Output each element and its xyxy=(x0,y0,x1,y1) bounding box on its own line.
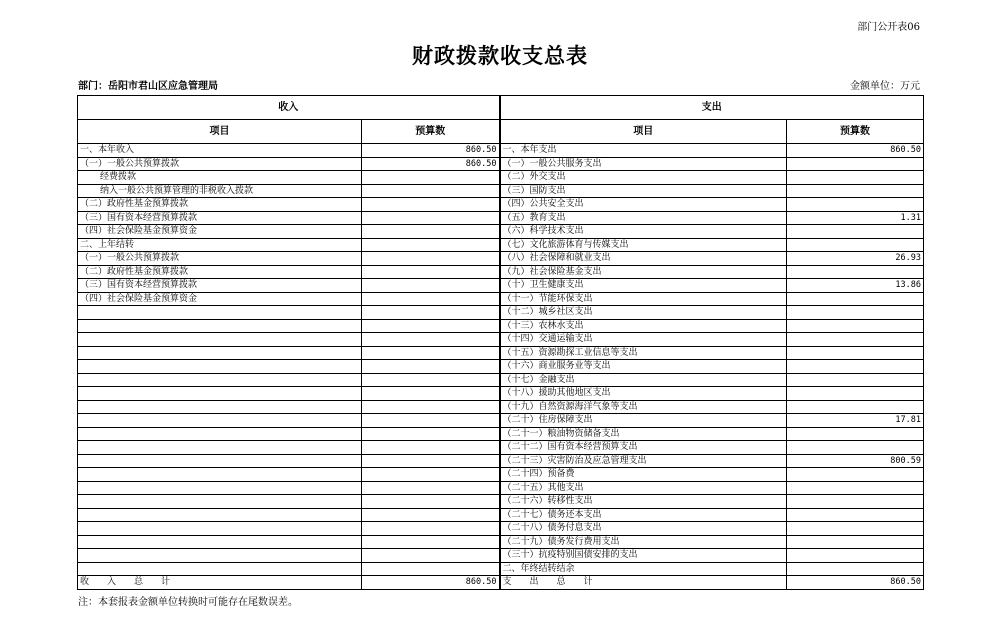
income-item-header: 项目 xyxy=(78,120,362,144)
expense-budget-cell xyxy=(787,360,924,374)
expense-budget-cell xyxy=(787,157,924,171)
income-item-cell: 经费拨款 xyxy=(78,171,362,185)
expense-item-cell: （十）卫生健康支出 xyxy=(500,279,787,293)
expense-total-value: 860.50 xyxy=(787,576,924,590)
expense-budget-cell xyxy=(787,387,924,401)
expense-item-cell: （十三）农林水支出 xyxy=(500,319,787,333)
income-budget-cell xyxy=(362,333,500,347)
income-item-cell: 一、本年收入 xyxy=(78,144,362,158)
income-item-cell xyxy=(78,306,362,320)
income-budget-cell xyxy=(362,238,500,252)
table-header-columns xyxy=(78,120,924,144)
income-item-cell xyxy=(78,427,362,441)
expense-item-cell: （十二）城乡社区支出 xyxy=(500,306,787,320)
income-budget-cell xyxy=(362,441,500,455)
expense-budget-cell xyxy=(787,468,924,482)
expense-budget-cell xyxy=(787,373,924,387)
income-item-cell xyxy=(78,522,362,536)
income-item-cell xyxy=(78,481,362,495)
expense-header: 支出 xyxy=(500,96,924,120)
income-budget-cell xyxy=(362,279,500,293)
income-item-cell: （一）一般公共预算拨款 xyxy=(78,157,362,171)
income-budget-cell xyxy=(362,171,500,185)
table-row xyxy=(78,306,924,320)
income-item-cell xyxy=(78,333,362,347)
income-item-cell xyxy=(78,508,362,522)
expense-budget-cell: 17.81 xyxy=(787,414,924,428)
income-item-cell: （四）社会保险基金预算资金 xyxy=(78,225,362,239)
expense-budget-cell xyxy=(787,198,924,212)
table-row xyxy=(78,198,924,212)
expense-item-cell: 一、本年支出 xyxy=(500,144,787,158)
table-row xyxy=(78,400,924,414)
expense-item-cell: （四）公共安全支出 xyxy=(500,198,787,212)
income-item-cell xyxy=(78,319,362,333)
income-item-cell xyxy=(78,535,362,549)
expense-item-cell: （十一）节能环保支出 xyxy=(500,292,787,306)
income-budget-cell xyxy=(362,252,500,266)
expense-item-cell: （十五）资源勘探工业信息等支出 xyxy=(500,346,787,360)
expense-item-cell: （二十三）灾害防治及应急管理支出 xyxy=(500,454,787,468)
income-budget-cell xyxy=(362,225,500,239)
table-row xyxy=(78,373,924,387)
expense-item-cell: （十四）交通运输支出 xyxy=(500,333,787,347)
expense-budget-cell xyxy=(787,238,924,252)
income-budget-cell xyxy=(362,427,500,441)
expense-item-cell: （二十一）粮油物资储备支出 xyxy=(500,427,787,441)
table-row xyxy=(78,292,924,306)
expense-item-cell: （三十）抗疫特别国债安排的支出 xyxy=(500,549,787,563)
income-item-cell: （四）社会保险基金预算资金 xyxy=(78,292,362,306)
expense-budget-cell xyxy=(787,184,924,198)
expense-item-cell: （九）社会保险基金支出 xyxy=(500,265,787,279)
expense-item-cell: （二十五）其他支出 xyxy=(500,481,787,495)
income-budget-cell xyxy=(362,198,500,212)
income-budget-header: 预算数 xyxy=(362,120,500,144)
table-row xyxy=(78,252,924,266)
income-budget-cell xyxy=(362,400,500,414)
table-row xyxy=(78,535,924,549)
table-row xyxy=(78,238,924,252)
table-row xyxy=(78,549,924,563)
expense-total-label: 支 出 总 计 xyxy=(500,576,787,590)
income-item-cell: （三）国有资本经营预算拨款 xyxy=(78,211,362,225)
income-budget-cell xyxy=(362,292,500,306)
expense-budget-cell xyxy=(787,481,924,495)
expense-item-header: 项目 xyxy=(500,120,787,144)
table-row xyxy=(78,508,924,522)
income-item-cell: （三）国有资本经营预算拨款 xyxy=(78,279,362,293)
expense-budget-cell: 26.93 xyxy=(787,252,924,266)
income-budget-cell xyxy=(362,346,500,360)
expense-item-cell: （二十八）债务付息支出 xyxy=(500,522,787,536)
expense-budget-cell xyxy=(787,522,924,536)
expense-item-cell: （八）社会保障和就业支出 xyxy=(500,252,787,266)
expense-budget-cell xyxy=(787,319,924,333)
table-row xyxy=(78,454,924,468)
table-row xyxy=(78,468,924,482)
expense-budget-cell xyxy=(787,225,924,239)
income-item-cell xyxy=(78,441,362,455)
table-row xyxy=(78,279,924,293)
income-item-cell xyxy=(78,414,362,428)
expense-item-cell: （二十六）转移性支出 xyxy=(500,495,787,509)
expense-budget-cell xyxy=(787,171,924,185)
form-number: 部门公开表06 xyxy=(857,22,920,33)
expense-item-cell: （十八）援助其他地区支出 xyxy=(500,387,787,401)
income-item-cell: （一）一般公共预算拨款 xyxy=(78,252,362,266)
income-total-value: 860.50 xyxy=(362,576,500,590)
income-item-cell xyxy=(78,468,362,482)
expense-budget-cell xyxy=(787,535,924,549)
table-row xyxy=(78,171,924,185)
table-row xyxy=(78,522,924,536)
footer-note: 注：本套报表金额单位转换时可能存在尾数误差。 xyxy=(78,597,298,608)
table-row xyxy=(78,184,924,198)
income-item-cell: （二）政府性基金预算拨款 xyxy=(78,198,362,212)
income-budget-cell xyxy=(362,373,500,387)
expense-item-cell: （二十七）债务还本支出 xyxy=(500,508,787,522)
expense-item-cell: （十七）金融支出 xyxy=(500,373,787,387)
expense-budget-cell xyxy=(787,441,924,455)
expense-item-cell: （十九）自然资源海洋气象等支出 xyxy=(500,400,787,414)
expense-item-cell: （二十九）债务发行费用支出 xyxy=(500,535,787,549)
income-budget-cell xyxy=(362,265,500,279)
page-title: 财政拨款收支总表 xyxy=(412,43,588,68)
income-budget-cell: 860.50 xyxy=(362,157,500,171)
expense-budget-cell xyxy=(787,562,924,576)
expense-budget-cell xyxy=(787,333,924,347)
expense-item-cell: （三）国防支出 xyxy=(500,184,787,198)
table-row xyxy=(78,157,924,171)
income-budget-cell xyxy=(362,495,500,509)
expense-budget-cell xyxy=(787,306,924,320)
expense-budget-cell xyxy=(787,346,924,360)
table-row xyxy=(78,495,924,509)
income-budget-cell xyxy=(362,306,500,320)
table-row xyxy=(78,144,924,158)
table-row xyxy=(78,319,924,333)
amount-unit-label: 金额单位：万元 xyxy=(850,81,920,92)
income-total-label: 收 入 总 计 xyxy=(78,576,362,590)
expense-budget-cell: 800.59 xyxy=(787,454,924,468)
income-budget-cell xyxy=(362,414,500,428)
expense-item-cell: （二十二）国有资本经营预算支出 xyxy=(500,441,787,455)
table-row xyxy=(78,265,924,279)
expense-budget-cell xyxy=(787,549,924,563)
expense-budget-cell xyxy=(787,427,924,441)
income-budget-cell xyxy=(362,319,500,333)
expense-item-cell: （二十）住房保障支出 xyxy=(500,414,787,428)
income-budget-cell xyxy=(362,535,500,549)
expense-budget-cell xyxy=(787,292,924,306)
expense-budget-cell xyxy=(787,265,924,279)
income-item-cell: 纳入一般公共预算管理的非税收入拨款 xyxy=(78,184,362,198)
income-budget-cell xyxy=(362,468,500,482)
table-row xyxy=(78,225,924,239)
expense-item-cell: （六）科学技术支出 xyxy=(500,225,787,239)
table-row xyxy=(78,211,924,225)
expense-budget-cell xyxy=(787,495,924,509)
income-budget-cell xyxy=(362,508,500,522)
expense-budget-cell: 1.31 xyxy=(787,211,924,225)
income-item-cell xyxy=(78,346,362,360)
budget-table xyxy=(77,95,924,590)
income-item-cell xyxy=(78,549,362,563)
expense-budget-cell xyxy=(787,400,924,414)
income-budget-cell: 860.50 xyxy=(362,144,500,158)
expense-budget-cell: 13.86 xyxy=(787,279,924,293)
income-budget-cell xyxy=(362,387,500,401)
income-budget-cell xyxy=(362,184,500,198)
income-header: 收入 xyxy=(78,96,500,120)
income-item-cell: 二、上年结转 xyxy=(78,238,362,252)
department-label: 部门：岳阳市君山区应急管理局 xyxy=(78,81,218,92)
income-item-cell xyxy=(78,360,362,374)
income-budget-cell xyxy=(362,360,500,374)
income-budget-cell xyxy=(362,549,500,563)
income-budget-cell xyxy=(362,211,500,225)
table-row xyxy=(78,414,924,428)
expense-item-cell: 二、年终结转结余 xyxy=(500,562,787,576)
totals-row xyxy=(78,576,924,590)
income-item-cell xyxy=(78,400,362,414)
expense-item-cell: （七）文化旅游体育与传媒支出 xyxy=(500,238,787,252)
income-item-cell xyxy=(78,373,362,387)
expense-item-cell: （二十四）预备费 xyxy=(500,468,787,482)
income-item-cell xyxy=(78,387,362,401)
expense-item-cell: （五）教育支出 xyxy=(500,211,787,225)
income-budget-cell xyxy=(362,562,500,576)
expense-budget-cell: 860.50 xyxy=(787,144,924,158)
income-budget-cell xyxy=(362,522,500,536)
table-row xyxy=(78,427,924,441)
income-item-cell xyxy=(78,495,362,509)
table-row xyxy=(78,481,924,495)
expense-item-cell: （十六）商业服务业等支出 xyxy=(500,360,787,374)
table-row xyxy=(78,333,924,347)
table-header-group xyxy=(78,96,924,120)
income-item-cell xyxy=(78,562,362,576)
table-row xyxy=(78,562,924,576)
income-item-cell: （二）政府性基金预算拨款 xyxy=(78,265,362,279)
table-row xyxy=(78,441,924,455)
table-row xyxy=(78,387,924,401)
table-row xyxy=(78,346,924,360)
expense-budget-cell xyxy=(787,508,924,522)
expense-budget-header: 预算数 xyxy=(787,120,924,144)
income-item-cell xyxy=(78,454,362,468)
income-budget-cell xyxy=(362,454,500,468)
expense-item-cell: （一）一般公共服务支出 xyxy=(500,157,787,171)
expense-item-cell: （二）外交支出 xyxy=(500,171,787,185)
table-row xyxy=(78,360,924,374)
income-budget-cell xyxy=(362,481,500,495)
